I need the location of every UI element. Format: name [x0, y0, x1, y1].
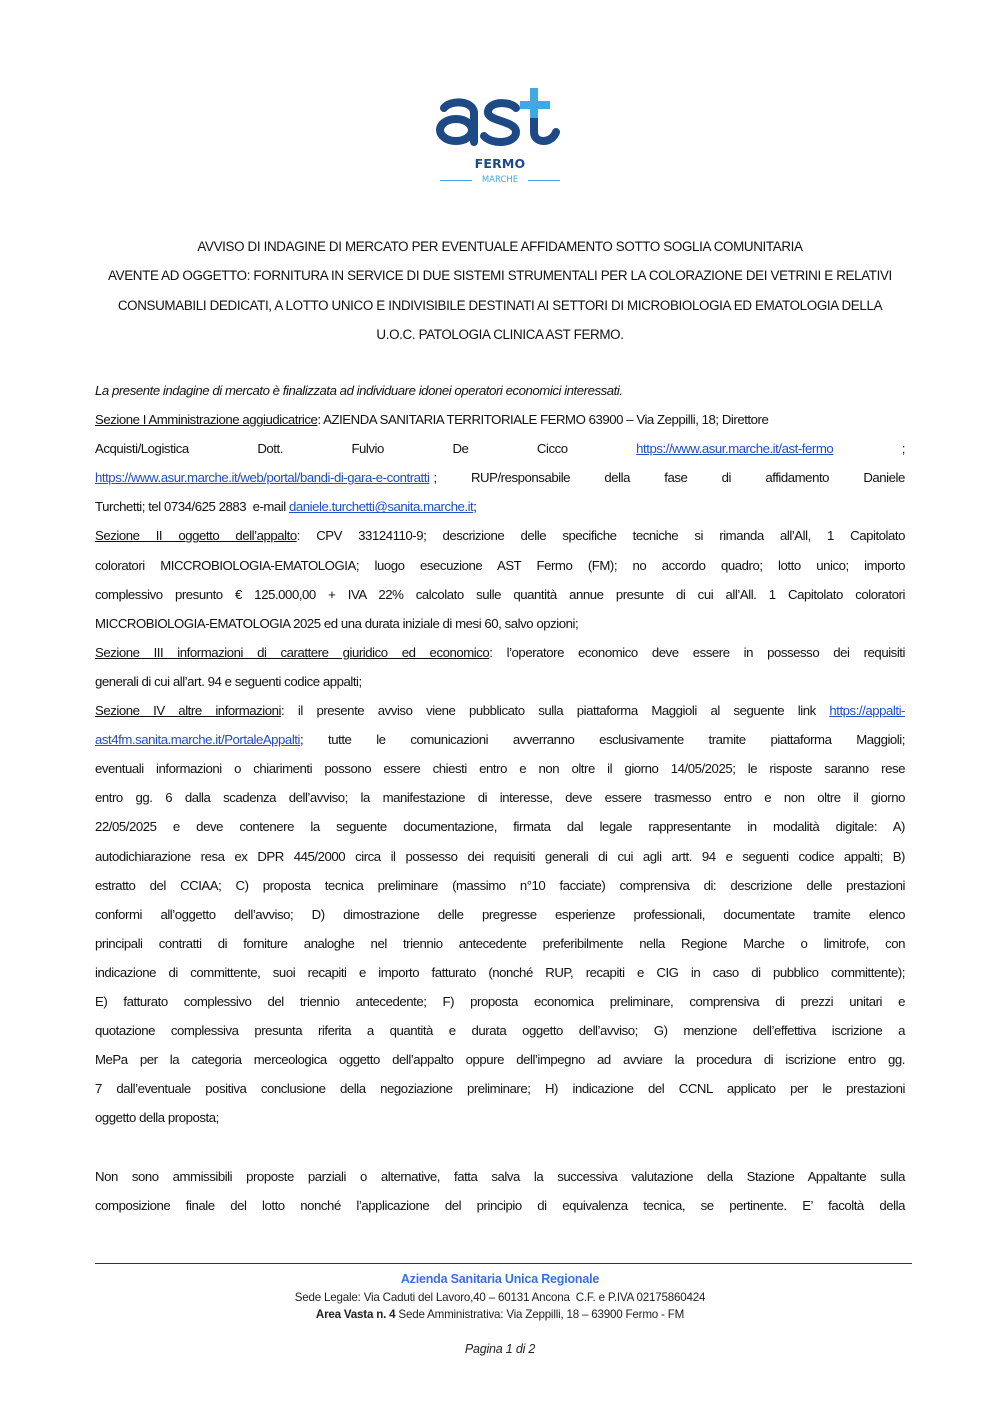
footer-sede-legale: Sede Legale: Via Caduti del Lavoro,40 – 60131 Ancona C.F. e P.IVA 02175860424 [294, 1290, 706, 1304]
title-line: AVENTE AD OGGETTO: FORNITURA IN SERVICE DI DUE SISTEMI STRUMENTALI PER LA COLORAZIONE DEI VETRINI E RELATIVI [108, 268, 892, 284]
title-line: CONSUMABILI DEDICATI, A LOTTO UNICO E INDIVISIBILE DESTINATI AI SETTORI DI MICROBIOLOGIA ED EMATOLOGIA DELLA [117, 297, 883, 313]
sezione-4-line: principali contratti di forniture analoghe nel triennio antecedente preferibilmente nella Regione Marche o limitrofe, con [95, 935, 905, 951]
sezione-4-line: conformi all’oggetto dell’avviso; D) dimostrazione delle pregresse esperienze professionali, documentate tramite elenco [95, 906, 905, 922]
ast-fermo-logo [430, 86, 570, 186]
sezione-4-line: quotazione complessiva presunta riferita a quantità e durata oggetto dell’avviso; G) menzione dell’effettiva iscrizione a [95, 1023, 905, 1039]
logo-rule-right [528, 180, 560, 181]
sezione-2-heading: Sezione II oggetto dell’appalto [95, 528, 297, 544]
sezione-1-line: Acquisti/Logistica Dott. Fulvio De Cicco https://www.asur.marche.it/ast-fermo ; [95, 434, 905, 463]
sezione-1-line: Turchetti; tel 0734/625 2883 e-mail daniele.turchetti@sanita.marche.it ; [95, 492, 905, 521]
sezione-4-line: Sezione IV altre informazioni: il presente avviso viene pubblicato sulla piattaforma Maggioli al seguente link https://appalti- [95, 703, 905, 719]
sezione-4-line: MePa per la categoria merceologica oggetto dell’appalto oppure dell’impegno ad avviare la procedura di iscrizione entro gg. [95, 1052, 905, 1068]
ast-fermo-link[interactable]: https://www.asur.marche.it/ast-fermo [636, 441, 834, 457]
footer-organization: Azienda Sanitaria Unica Regionale [400, 1272, 600, 1286]
sezione-2-line: Sezione II oggetto dell’appalto: CPV 33124110-9; descrizione delle specifiche tecniche si rimanda all’All, 1 Capitolato [95, 528, 905, 544]
portale-appalti-link[interactable]: ast4fm.sanita.marche.it/PortaleAppalti [95, 732, 300, 748]
sezione-4-line: eventuali informazioni o chiarimenti possono essere chiesti entro e non oltre il giorno 14/05/2025; le risposte saranno rese [95, 761, 905, 777]
sezione-4-line: 22/05/2025 e deve contenere la seguente documentazione, firmata dal legale rappresentante in modalità digitale: A) [95, 819, 905, 835]
email-link[interactable]: daniele.turchetti@sanita.marche.it [288, 499, 474, 515]
page-footer [0, 1271, 1000, 1358]
title-line: U.O.C. PATOLOGIA CLINICA AST FERMO. [376, 326, 624, 342]
title-line: AVVISO DI INDAGINE DI MERCATO PER EVENTUALE AFFIDAMENTO SOTTO SOGLIA COMUNITARIA [197, 239, 803, 254]
footer-divider [95, 1263, 912, 1264]
document-body [95, 376, 905, 1220]
sezione-3-heading: Sezione III informazioni di carattere giuridico ed economico [95, 644, 490, 660]
sezione-2-line: complessivo presunto € 125.000,00 + IVA 22% calcolato sulle quantità annue presunte di cui all’All. 1 Capitolato coloratori [95, 586, 905, 602]
closing-line: composizione finale del lotto nonché l’applicazione del principio di equivalenza tecnica, se pertinente. E’ facoltà della [95, 1197, 905, 1213]
sezione-1-line: Sezione I Amministrazione aggiudicatrice: AZIENDA SANITARIA TERRITORIALE FERMO 63900 – Via Zeppilli, 18; Direttore [95, 412, 769, 428]
sezione-1-heading: Sezione I Amministrazione aggiudicatrice [95, 412, 318, 428]
sezione-3-line: Sezione III informazioni di carattere giuridico ed economico: l’operatore economico deve essere in possesso dei requisiti [95, 644, 905, 660]
sezione-4-line: entro gg. 6 dalla scadenza dell’avviso; la manifestazione di interesse, deve essere trasmesso entro e non oltre il giorno [95, 790, 905, 806]
footer-sede-amministrativa: Area Vasta n. 4 Sede Amministrativa: Via Zeppilli, 18 – 63900 Fermo - FM [315, 1308, 685, 1321]
portale-appalti-link[interactable]: https://appalti- [829, 703, 905, 719]
page-number: Pagina 1 di 2 [464, 1341, 536, 1356]
sezione-4-line: 7 dall’eventuale positiva conclusione della negoziazione preliminare; H) indicazione del CCNL applicato per le prestazioni [95, 1081, 905, 1097]
sezione-4-line: indicazione di committente, suoi recapiti e importo fatturato (nonché RUP, recapiti e CIG in caso di pubblico committente); [95, 964, 905, 980]
logo-subtitle: FERMO [474, 156, 526, 171]
intro-paragraph: La presente indagine di mercato è finalizzata ad individuare idonei operatori economici interessati. [95, 383, 623, 398]
sezione-1-line: https://www.asur.marche.it/web/portal/bandi-di-gara-e-contratti ; RUP/responsabile della fase di affidamento Daniele [95, 463, 905, 492]
sezione-3-line: generali di cui all’art. 94 e seguenti codice appalti; [95, 673, 362, 689]
sezione-2-line: coloratori MICCROBIOLOGIA-EMATOLOGIA; luogo esecuzione AST Fermo (FM); no accordo quadro; lotto unico; importo [95, 557, 905, 573]
sezione-4-heading: Sezione IV altre informazioni [95, 703, 282, 719]
sezione-4-line: oggetto della proposta; [95, 1110, 219, 1126]
logo-region: MARCHE [481, 175, 519, 185]
closing-line: Non sono ammissibili proposte parziali o alternative, fatta salva la successiva valutazione della Stazione Appaltante sulla [95, 1168, 905, 1184]
bandi-di-gara-link[interactable]: https://www.asur.marche.it/web/portal/bandi-di-gara-e-contratti [95, 470, 430, 486]
sezione-2-line: MICCROBIOLOGIA-EMATOLOGIA 2025 ed una durata iniziale di mesi 60, salvo opzioni; [95, 615, 579, 631]
sezione-4-line: ast4fm.sanita.marche.it/PortaleAppalti; tutte le comunicazioni avverranno esclusivamente tramite piattaforma Maggioli; [95, 732, 905, 748]
sezione-4-line: autodichiarazione resa ex DPR 445/2000 circa il possesso dei requisiti generali di cui agli artt. 94 e seguenti codice appalti; B) [95, 848, 905, 864]
document-title [90, 232, 910, 349]
ast-logo-mark [430, 86, 570, 154]
sezione-4-line: E) fatturato complessivo del triennio antecedente; F) proposta economica preliminare, comprensiva di prezzi unitari e [95, 993, 905, 1009]
sezione-4-line: estratto del CCIAA; C) proposta tecnica preliminare (massimo n°10 facciate) comprensiva di: descrizione delle prestazioni [95, 877, 905, 893]
